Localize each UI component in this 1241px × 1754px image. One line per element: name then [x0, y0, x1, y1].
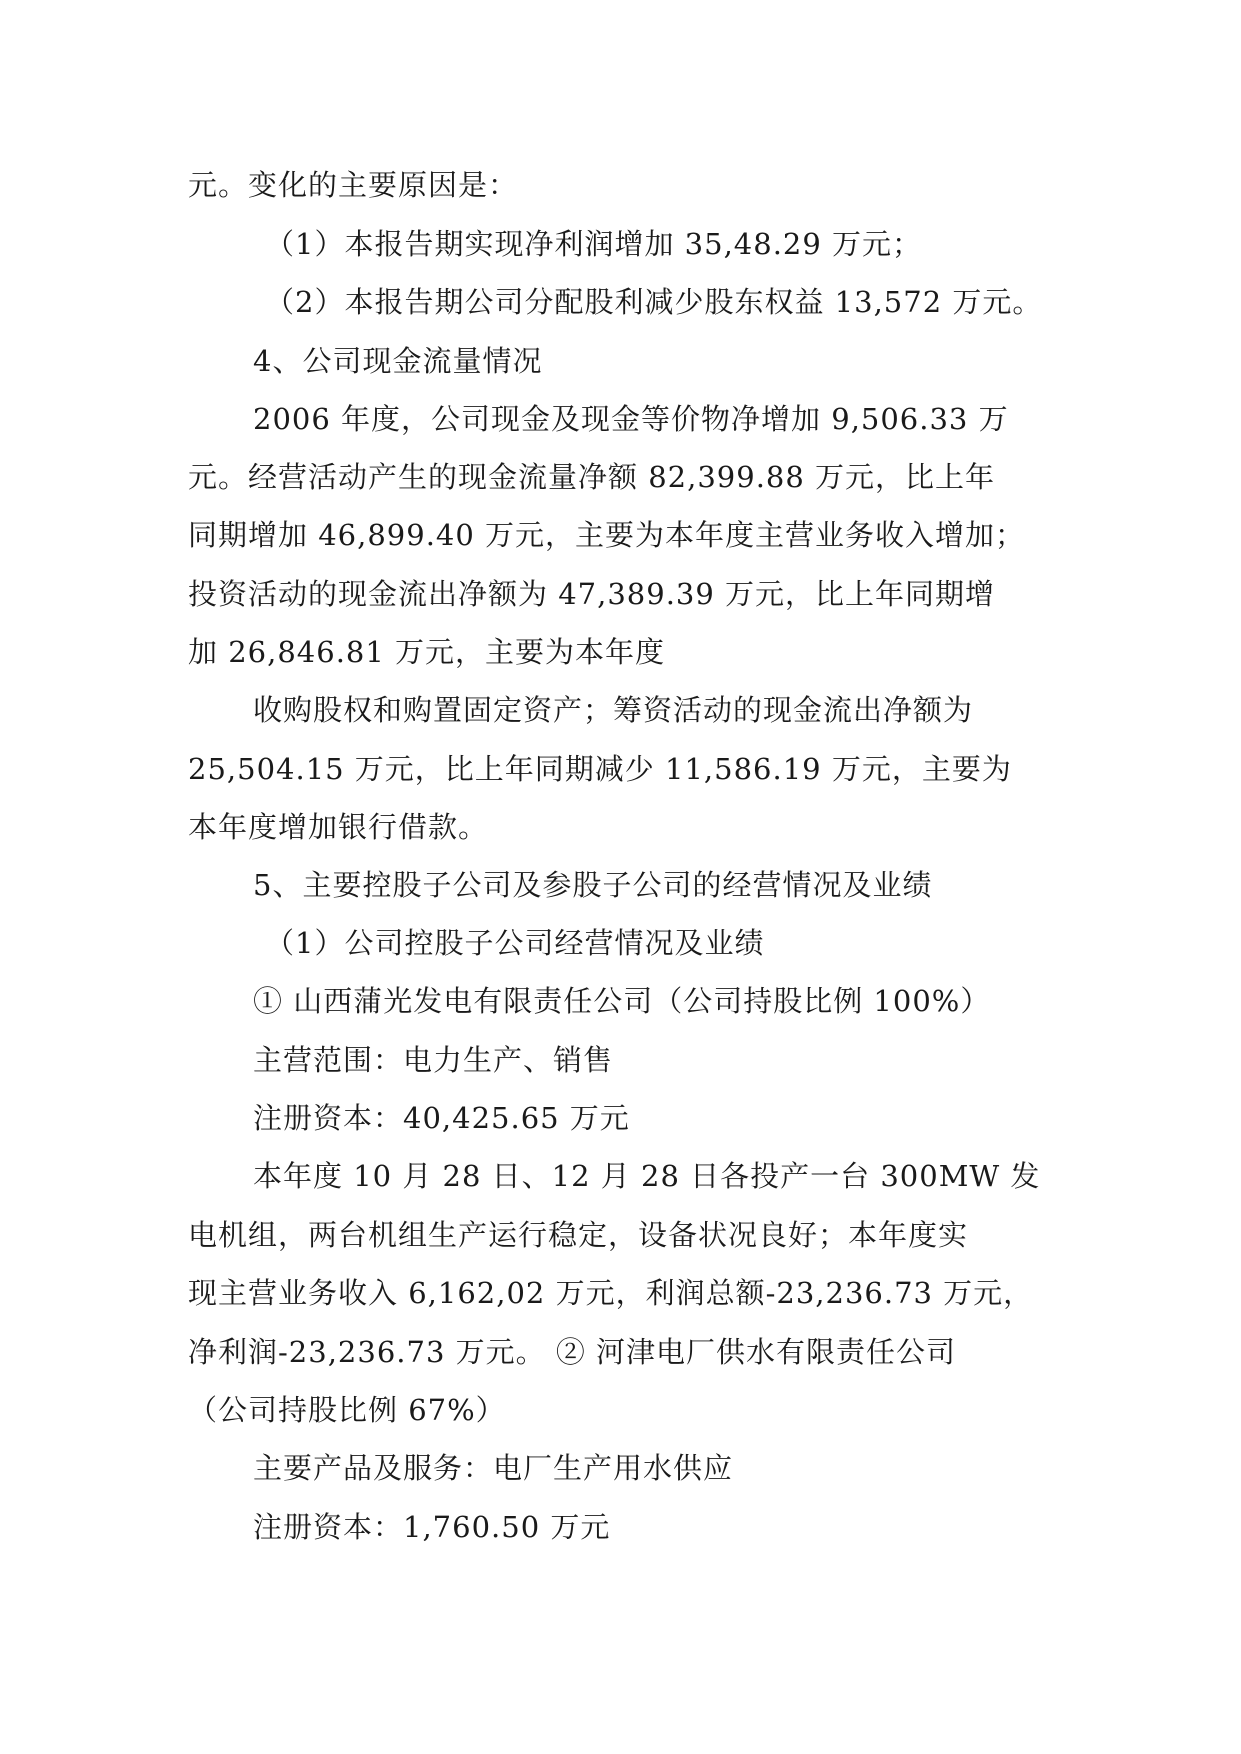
paragraph-line: （2）本报告期公司分配股利减少股东权益 13,572 万元。	[265, 285, 1043, 319]
paragraph-line: 本年度 10 月 28 日、12 月 28 日各投产一台 300MW 发	[253, 1159, 1041, 1193]
company-heading: ① 山西蒲光发电有限责任公司（公司持股比例 100%）	[253, 984, 991, 1018]
paragraph-line: 同期增加 46,899.40 万元，主要为本年度主营业务收入增加；	[188, 518, 1026, 552]
paragraph-line: 25,504.15 万元，比上年同期减少 11,586.19 万元，主要为	[188, 752, 1012, 786]
paragraph-line: 元。变化的主要原因是：	[188, 168, 519, 202]
paragraph-line: 电机组，两台机组生产运行稳定，设备状况良好；本年度实	[188, 1218, 969, 1252]
paragraph-line: （公司持股比例 67%）	[188, 1393, 506, 1427]
paragraph-line: 收购股权和购置固定资产；筹资活动的现金流出净额为	[253, 693, 974, 727]
paragraph-line: 主营范围：电力生产、销售	[253, 1043, 614, 1077]
paragraph-line: 主要产品及服务：电厂生产用水供应	[253, 1451, 734, 1485]
paragraph-line: 2006 年度，公司现金及现金等价物净增加 9,506.33 万	[253, 402, 1009, 436]
paragraph-line: 加 26,846.81 万元，主要为本年度	[188, 635, 666, 669]
paragraph-line: 注册资本：40,425.65 万元	[253, 1101, 630, 1135]
paragraph-line: 投资活动的现金流出净额为 47,389.39 万元，比上年同期增	[188, 577, 996, 611]
section-heading: 5、主要控股子公司及参股子公司的经营情况及业绩	[253, 868, 933, 902]
paragraph-line: 元。经营活动产生的现金流量净额 82,399.88 万元，比上年	[188, 460, 996, 494]
paragraph-line: 净利润-23,236.73 万元。 ② 河津电厂供水有限责任公司	[188, 1335, 957, 1369]
paragraph-line: 注册资本：1,760.50 万元	[253, 1510, 611, 1544]
paragraph-line: （1）本报告期实现净利润增加 35,48.29 万元；	[265, 227, 923, 261]
subsection-heading: （1）公司控股子公司经营情况及业绩	[265, 926, 765, 960]
paragraph-line: 本年度增加银行借款。	[188, 810, 489, 844]
paragraph-line: 现主营业务收入 6,162,02 万元，利润总额-23,236.73 万元，	[188, 1276, 1034, 1310]
section-heading: 4、公司现金流量情况	[253, 344, 543, 378]
